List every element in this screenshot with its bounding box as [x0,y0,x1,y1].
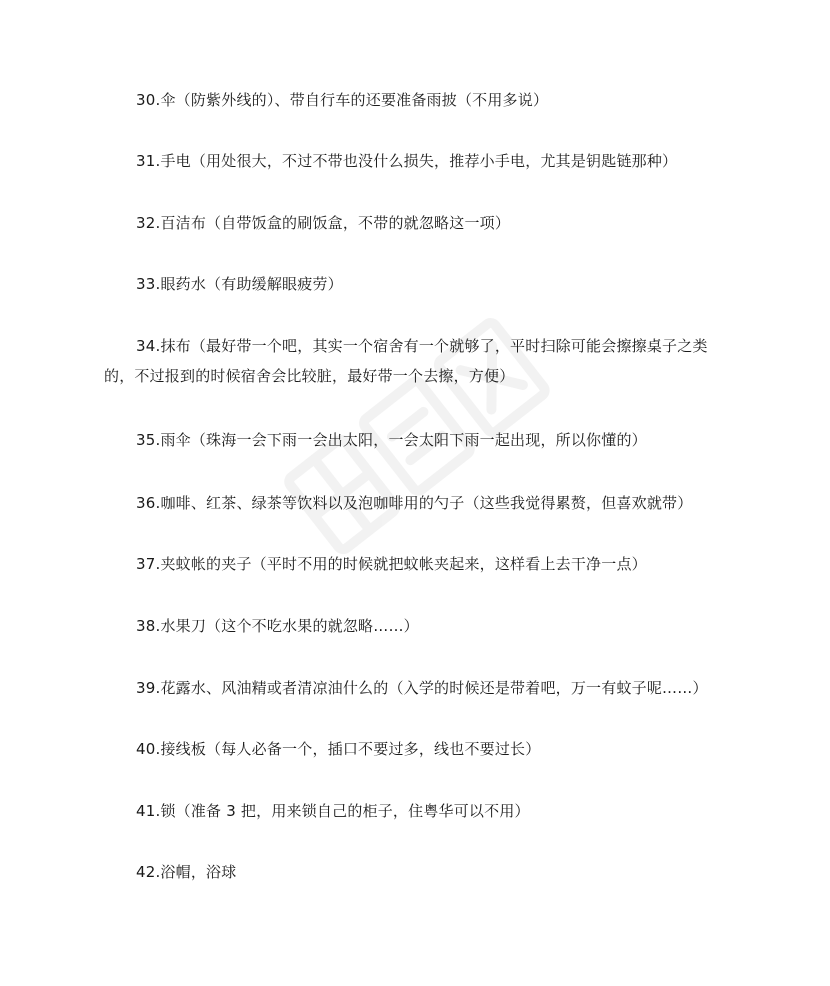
list-item [104,146,744,176]
list-item [104,673,744,703]
list-item-text: 42.浴帽，浴球 [136,863,237,881]
list-item [104,269,744,299]
list-item-text: 40.接线板（每人必备一个，插口不要过多，线也不要过长） [136,740,541,758]
list-item [104,85,744,115]
list-item [104,549,744,579]
list-item [104,734,744,764]
list-item [104,425,744,455]
list-item-text: 35.雨伞（珠海一会下雨一会出太阳，一会太阳下雨一起出现，所以你懂的） [136,431,647,449]
list-item-text: 31.手电（用处很大，不过不带也没什么损失，推荐小手电，尤其是钥匙链那种） [136,152,678,170]
list-item-text: 36.咖啡、红茶、绿茶等饮料以及泡咖啡用的勺子（这些我觉得累赘，但喜欢就带） [136,494,693,512]
list-item [104,331,744,391]
list-item [104,488,744,518]
list-item [104,857,744,887]
list-item-text: 37.夹蚊帐的夹子（平时不用的时候就把蚊帐夹起来，这样看上去干净一点） [136,555,647,573]
list-item-text: 32.百洁布（自带饭盒的刷饭盒，不带的就忽略这一项） [136,214,511,232]
list-item-text: 34.抹布（最好带一个吧，其实一个宿舍有一个就够了，平时扫除可能会擦擦桌子之类 [136,337,708,355]
list-item-text: 41.锁（准备 3 把，用来锁自己的柜子，住粤华可以不用） [136,802,530,820]
list-item [104,796,744,826]
list-item-text-continuation: 的，不过报到的时候宿舍会比较脏，最好带一个去擦，方便） [104,367,515,385]
list-item-text: 33.眼药水（有助缓解眼疲劳） [136,275,343,293]
list-item [104,611,744,641]
list-item-text: 39.花露水、风油精或者清凉油什么的（入学的时候还是带着吧，万一有蚊子呢……） [136,679,708,697]
list-item [104,208,744,238]
list-item-text: 30.伞（防紫外线的）、带自行车的还要准备雨披（不用多说） [136,91,549,109]
list-item-text: 38.水果刀（这个不吃水果的就忽略……） [136,617,419,635]
